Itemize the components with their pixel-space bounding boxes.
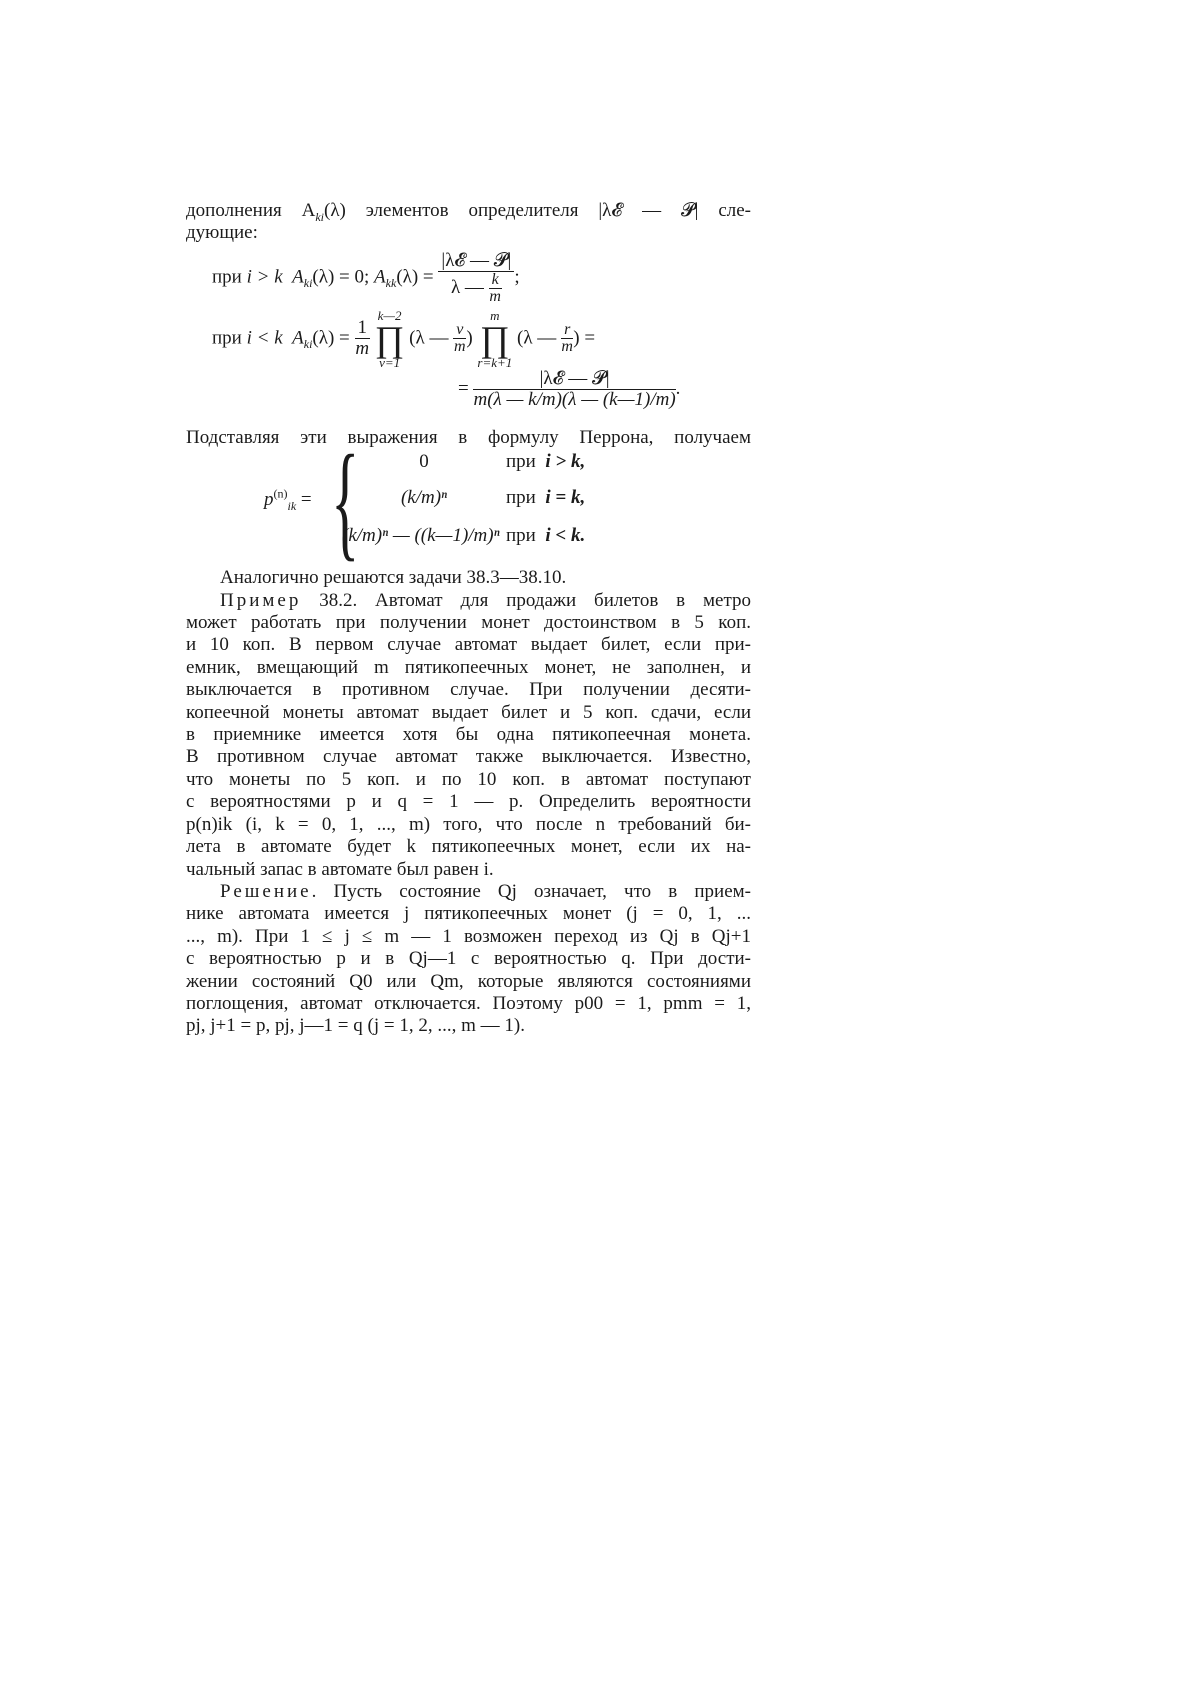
- equation-1: при i > k $A_{ki}(\lambda) = 0$; $A_{kk}(\lambda)$ = |λ𝓔 — 𝓟| λ — $\frac{k}{m}$ ;: [212, 249, 520, 305]
- intro-line-1: дополнения $A_{ki}(\lambda)$ элементов определителя |λ𝓔 — 𝓟| сле-: [186, 200, 751, 224]
- example-paragraph: Пример 38.2. Автомат для продажи билетов в метро может работать при получении монет достоинством в 5 коп. и 10 коп. В первом случае автомат выдает билет, если при- емник, вмещающий m пятикопеечных монет, не заполнен, и выключается в противном случае. При получении десяти- копеечной монеты автомат выдает билет и 5 коп. сдачи, если в приемнике имеется хотя бы одна пятикопеечная монета. В противном случае автомат также выключается. Известно, что монеты по 5 коп. и по 10 коп. в автомат поступают с вероятностями p и q = 1 — p. Определить вероятности p(n)ik (i, k = 0, 1, ..., m) того, что после n требований би- лета в автомате будет k пятикопеечных монет, если их на- чальный запас в автомате был равен i.: [186, 589, 751, 880]
- case-3-cond: при i < k.: [506, 525, 586, 547]
- equation-2: при i < k $A_{ki}(\lambda)$ = $\frac{1}{m}$ k—2 ∏ ν=1 (λ — $\frac{\nu}{m}$ ) m ∏ r=k+1 (λ — $\frac{r}{m}$ ) = = $\frac{\text{|λ𝓔 — 𝓟|}}{m(\lambda — k/m)(\lambda — (k—1)/m)}$ .: [212, 307, 681, 410]
- case-2-value: (k/m)ⁿ: [400, 487, 448, 509]
- left-brace: {: [331, 429, 360, 574]
- analog-line: Аналогично решаются задачи 38.3—38.10.: [220, 567, 567, 589]
- case-2-cond: при i = k,: [506, 487, 586, 509]
- example-label: Пример: [220, 589, 302, 611]
- book-page: [186, 200, 751, 1038]
- piecewise-formula: $p^{(n)}_{ik}$ = { 0 при i > k, (k/m)ⁿ при i = k, (k/m)ⁿ — ((k—1)/m)ⁿ при i < k.: [264, 429, 586, 574]
- case-1-value: 0: [419, 451, 429, 473]
- solution-label: Решение: [220, 880, 312, 902]
- case-3-value: (k/m)ⁿ — ((k—1)/m)ⁿ: [342, 525, 500, 547]
- solution-paragraph: Решение. Пусть состояние Qj означает, что в прием- нике автомата имеется j пятикопеечных монет (j = 0, 1, ... ..., m). При 1 ≤ j ≤ m — 1 возможен переход из Qj в Qj+1 с вероятностью p и в Qj—1 с вероятностью q. При дости- жении состояний Q0 или Qm, которые являются состояниями поглощения, автомат отключается. Поэтому p00 = 1, pmm = 1, pj, j+1 = p, pj, j—1 = q (j = 1, 2, ..., m — 1).: [186, 880, 751, 1037]
- intro-line-2: дующие:: [186, 222, 258, 244]
- case-1-cond: при i > k,: [506, 451, 586, 473]
- substitution-line: Подставляя эти выражения в формулу Перрона, получаем: [186, 426, 751, 448]
